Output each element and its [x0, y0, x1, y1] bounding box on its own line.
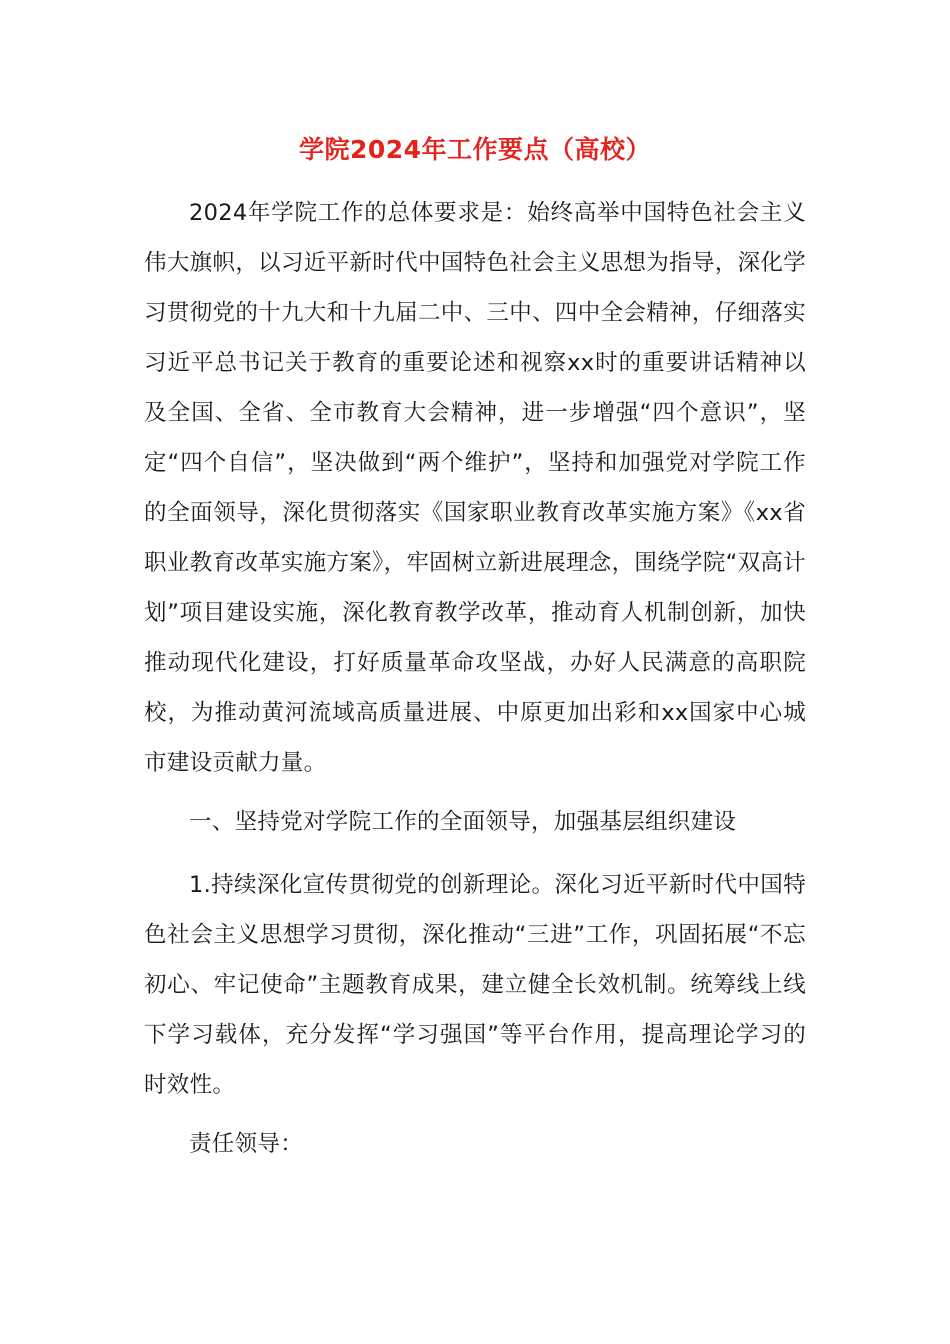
document-title: 学院2024年工作要点（高校）	[298, 135, 652, 164]
section-heading: 一、坚持党对学院工作的全面领导，加强基层组织建设	[189, 809, 737, 835]
responsible-label: 责任领导：	[189, 1131, 304, 1157]
intro-paragraph: 2024年学院工作的总体要求是：始终高举中国特色社会主义伟大旗帜，以习近平新时代中国特色社会主义思想为指导，深化学习贯彻党的十九大和十九届二中、三中、四中全会精神，仔细落实习近平总书记关于教育的重要论述和视察xx时的重要讲话精神以及全国、全省、全市教育大会精神，进一步增强“四个意识”，坚定“四个自信”，坚决做到“两个维护”，坚持和加强党对学院工作的全面领导，深化贯彻落实《国家职业教育改革实施方案》《xx省职业教育改革实施方案》，牢固树立新进展理念，围绕学院“双高计划”项目建设实施，深化教育教学改革，推动育人机制创新，加快推动现代化建设，打好质量革命攻坚战，办好人民满意的高职院校，为推动黄河流域高质量进展、中原更加出彩和xx国家中心城市建设贡献力量。	[144, 200, 806, 776]
item-paragraph: 1.持续深化宣传贯彻党的创新理论。深化习近平新时代中国特色社会主义思想学习贯彻，深化推动“三进”工作，巩固拓展“不忘初心、牢记使命”主题教育成果，建立健全长效机制。统筹线上线下学习载体，充分发挥“学习强国”等平台作用，提高理论学习的时效性。	[144, 872, 806, 1098]
